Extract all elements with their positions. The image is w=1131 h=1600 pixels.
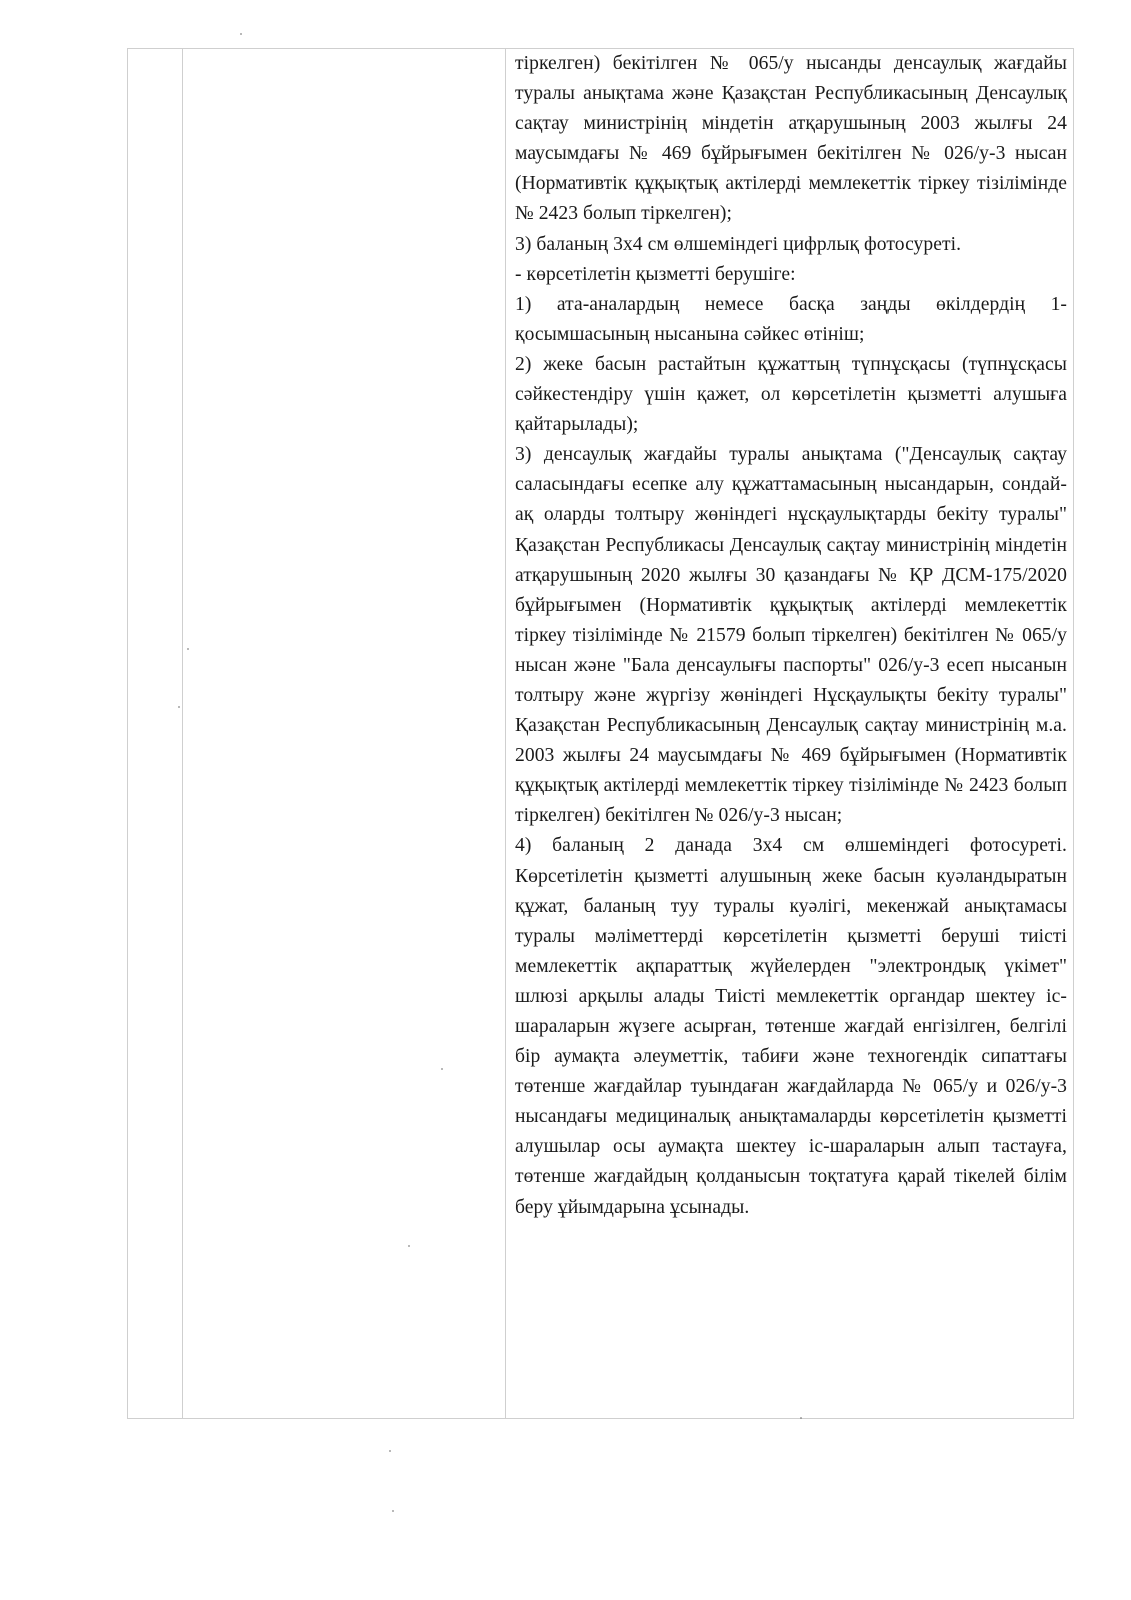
table-cell-title bbox=[183, 49, 506, 1419]
paragraph: 2) жеке басын растайтын құжаттың түпнұсқасы (түпнұсқасы сәйкестендіру үшін қажет, ол көрсетілетін қызметті алушыға қайтарылады); bbox=[515, 353, 1067, 436]
scan-speck bbox=[389, 1450, 391, 1452]
table-row bbox=[128, 49, 1074, 1419]
scan-speck bbox=[441, 1068, 443, 1070]
scan-speck bbox=[187, 648, 189, 650]
scan-speck bbox=[392, 1510, 394, 1512]
scan-speck bbox=[800, 1417, 802, 1419]
scan-speck bbox=[240, 33, 242, 35]
paragraph: 3) денсаулық жағдайы туралы анықтама ("Денсаулық сақтау саласындағы есепке алу құжаттамасының нысандарын, сондай-ақ оларды толтыру жөніндегі нұсқаулықтарды бекіту туралы" Қазақстан Республикасы Денсаулық сақтау министрінің міндетін атқарушының 2020 жылғы 30 қазандағы № ҚР ДСМ-175/2020 бұйрығымен (Нормативтік құқықтық актілерді мемлекеттік тіркеу тізілімінде № 21579 болып тіркелген) бекітілген № 065/у нысан және "Бала денсаулығы паспорты" 026/у-3 есеп нысанын толтыру және жүргізу жөніндегі Нұсқаулықты бекіту туралы" Қазақстан Республикасының Денсаулық сақтау министрінің м.а. 2003 жылғы 24 маусымдағы № 469 бұйрығымен (Нормативтік құқықтық актілерді мемлекеттік тіркеу тізілімінде № 2423 болып тіркелген) бекітілген № 026/у-3 нысан; bbox=[515, 444, 1067, 827]
paragraph: 4) баланың 2 данада 3х4 см өлшеміндегі фотосуреті. Көрсетілетін қызметті алушының жеке басын куәландыратын құжат, баланың туу туралы куәлігі, мекенжай анықтамасы туралы мәліметтерді көрсетілетін қызметті беруші тиісті мемлекеттік ақпараттық жүйелерден "электрондық үкімет" шлюзі арқылы алады Тиісті мемлекеттік органдар шектеу іс-шараларын жүзеге асырған, төтенше жағдай енгізілген, белгілі бір аумақта әлеуметтік, табиғи және техногендік сипаттағы төтенше жағдайлар туындаған жағдайларда № 065/у и 026/у-3 нысандағы медициналық анықтамаларды көрсетілетін қызметті алушылар осы аумақта шектеу іс-шараларын алып тастауға, төтенше жағдайдың қолданысын тоқтатуға қарай тікелей білім беру ұйымдарына ұсынады. bbox=[515, 835, 1067, 1218]
table-cell-content bbox=[506, 49, 1074, 1419]
table-cell-number bbox=[128, 49, 183, 1419]
scan-speck bbox=[408, 1245, 410, 1247]
paragraph: 1) ата-аналардың немесе басқа заңды өкілдердің 1-қосымшасының нысанына сәйкес өтініш; bbox=[515, 293, 1067, 345]
scan-speck bbox=[178, 706, 180, 708]
paragraph: 3) баланың 3х4 см өлшеміндегі цифрлық фотосуреті. bbox=[515, 233, 962, 255]
document-table bbox=[127, 48, 1074, 1419]
paragraph: тіркелген) бекітілген № 065/у нысанды денсаулық жағдайы туралы анықтама және Қазақстан Республикасының Денсаулық сақтау министрінің міндетін атқарушының 2003 жылғы 24 маусымдағы № 469 бұйрығымен бекітілген № 026/у-3 нысан (Нормативтік құқықтық актілерді мемлекеттік тіркеу тізілімінде № 2423 болып тіркелген); bbox=[515, 53, 1067, 225]
paragraph: - көрсетілетін қызметті берушіге: bbox=[515, 263, 796, 285]
